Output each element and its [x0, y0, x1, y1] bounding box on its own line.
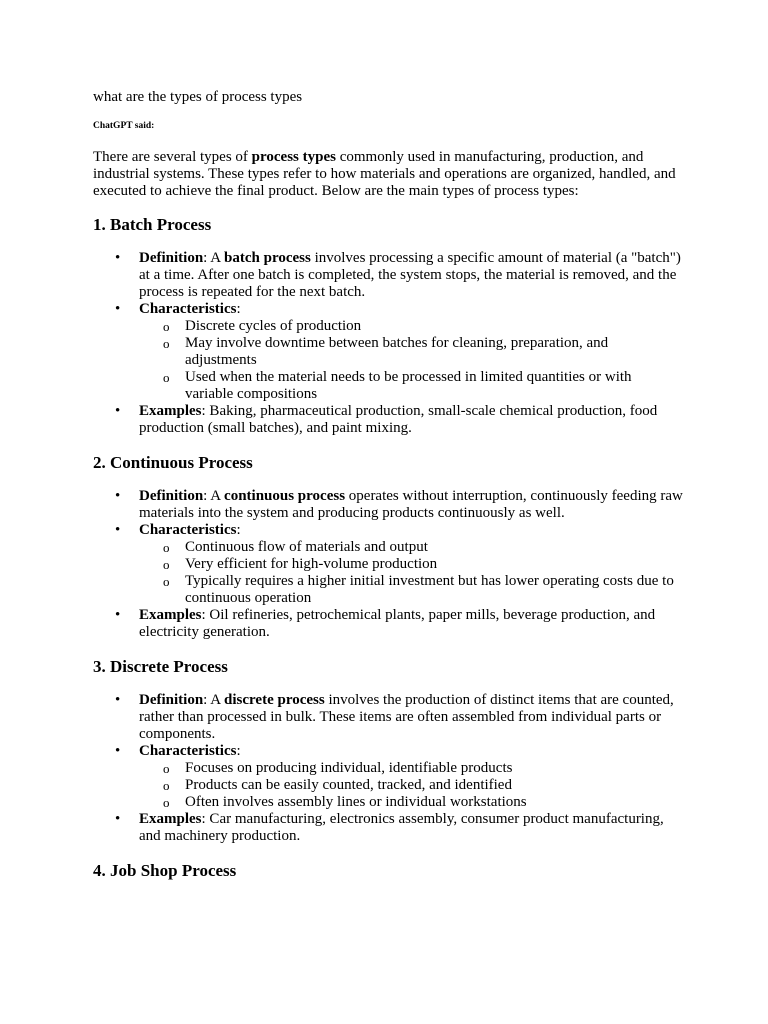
characteristic-item: o Often involves assembly lines or individual workstations: [139, 794, 683, 811]
definition-label: Definition: [139, 692, 204, 708]
characteristics-label: Characteristics: [139, 522, 237, 538]
chatgpt-said-label: ChatGPT said:: [93, 121, 155, 131]
intro-after: commonly used in manufacturing, production, and industrial systems. These types refer to how materials and operations are organized, handled, and executed to achieve the final product. Below are the main types of process types:: [93, 149, 676, 199]
characteristics-label: Characteristics: [139, 743, 237, 759]
characteristic-item: o Typically requires a higher initial investment but has lower operating costs due to continuous operation: [139, 573, 683, 607]
examples-label: Examples: [139, 607, 202, 623]
section-list-discrete: [93, 692, 683, 845]
section-heading-batch: 1. Batch Process: [93, 215, 212, 234]
intro-bold: process types: [251, 149, 336, 165]
section-heading-discrete: 3. Discrete Process: [93, 657, 228, 676]
characteristics-item: • Characteristics: o Continuous flow of materials and output o Very efficient for high-volume production o Typically requires a higher initial investment but has lower operating costs due to continuous operation: [93, 522, 683, 607]
definition-label: Definition: [139, 488, 204, 504]
examples-text: : Oil refineries, petrochemical plants, paper mills, beverage production, and electricity generation.: [139, 607, 656, 640]
definition-item: [93, 692, 683, 743]
definition-term: continuous process: [224, 488, 346, 504]
characteristic-item: o Used when the material needs to be processed in limited quantities or with variable compositions: [139, 369, 683, 403]
definition-term: discrete process: [224, 692, 325, 708]
intro-before: There are several types of: [93, 149, 252, 165]
characteristic-item: o Very efficient for high-volume production: [139, 556, 683, 573]
definition-text: operates without interruption, continuously feeding raw materials into the system and producing products continuously as well.: [139, 488, 683, 521]
definition-text: involves the production of distinct items that are counted, rather than processed in bulk. These items are often assembled from individual parts or components.: [139, 692, 674, 742]
characteristic-item: o Focuses on producing individual, identifiable products: [139, 760, 683, 777]
section-heading-continuous: 2. Continuous Process: [93, 453, 253, 472]
characteristics-list: [139, 539, 683, 607]
section-list-batch: [93, 250, 683, 437]
examples-item: [93, 607, 683, 641]
definition-label: Definition: [139, 250, 204, 266]
examples-text: : Baking, pharmaceutical production, small-scale chemical production, food production (small batches), and paint mixing.: [139, 403, 658, 436]
intro-paragraph: [93, 149, 683, 200]
characteristic-item: o Products can be easily counted, tracked, and identified: [139, 777, 683, 794]
examples-item: [93, 403, 683, 437]
definition-term: batch process: [224, 250, 311, 266]
characteristics-label: Characteristics: [139, 301, 237, 317]
definition-pre: : A: [203, 250, 225, 266]
section-heading-job-shop: 4. Job Shop Process: [93, 861, 237, 880]
characteristic-item: o Discrete cycles of production: [139, 318, 683, 335]
examples-text: : Car manufacturing, electronics assembly, consumer product manufacturing, and machinery production.: [139, 811, 664, 844]
characteristic-item: o Continuous flow of materials and output: [139, 539, 683, 556]
definition-text: involves processing a specific amount of material (a "batch") at a time. After one batch is completed, the system stops, the material is removed, and the process is repeated for the next batch.: [139, 250, 681, 300]
examples-item: [93, 811, 683, 845]
examples-label: Examples: [139, 403, 202, 419]
characteristics-list: [139, 760, 683, 811]
characteristic-item: o May involve downtime between batches for cleaning, preparation, and adjustments: [139, 335, 683, 369]
user-question: what are the types of process types: [93, 89, 303, 105]
definition-item: [93, 250, 683, 301]
section-list-continuous: [93, 488, 683, 641]
characteristics-item: • Characteristics: o Discrete cycles of production o May involve downtime between batches for cleaning, preparation, and adjustments o Used when the material needs to be processed in limited quantities or with variable compositions: [93, 301, 683, 403]
characteristics-list: [139, 318, 683, 403]
definition-item: [93, 488, 683, 522]
response-content: [93, 149, 683, 881]
definition-pre: : A: [203, 488, 225, 504]
examples-label: Examples: [139, 811, 202, 827]
characteristics-item: • Characteristics: o Focuses on producing individual, identifiable products o Products can be easily counted, tracked, and identified o Often involves assembly lines or individual workstations: [93, 743, 683, 811]
definition-pre: : A: [203, 692, 225, 708]
